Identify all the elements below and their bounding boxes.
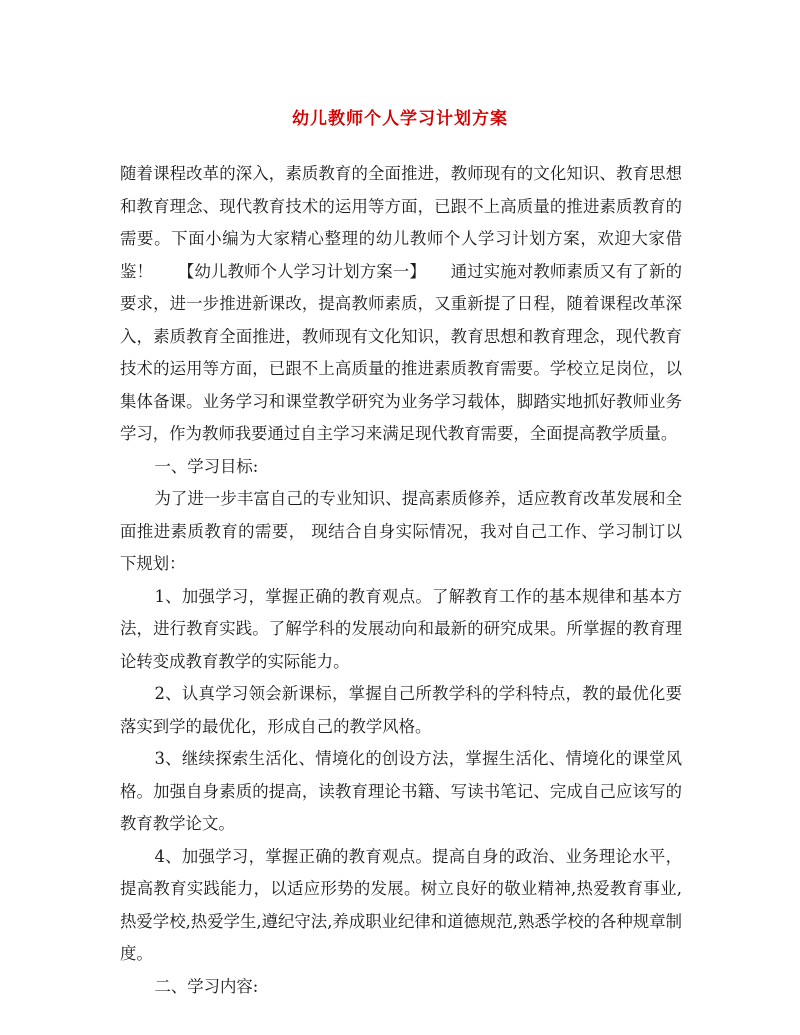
document-body (120, 158, 682, 1003)
section-heading-goals: 一、学习目标: (154, 456, 259, 476)
intro-paragraph: 随着课程改革的深入，素质教育的全面推进，教师现有的文化知识、教育思想和教育理念、现代教育技术的运用等方面，已跟不上高质量的推进素质教育的需要。下面小编为大家精心整理的幼儿教师个人学习计划方案，欢迎大家借鉴！ 【幼儿教师个人学习计划方案一】 通过实施对教师素质又有了新的要求，进一步推进新课改，提高教师素质，又重新提了日程，随着课程改革深入，素质教育全面推进，教师现有文化知识，教育思想和教育理念，现代教育技术的运用等方面，已跟不上高质量的推进素质教育需要。学校立足岗位，以集体备课。业务学习和课堂教学研究为业务学习载体，脚踏实地抓好教师业务学习，作为教师我要通过自主学习来满足现代教育需要，全面提高教学质量。 (120, 164, 682, 443)
section-heading-content: 二、学习内容: (154, 976, 259, 996)
goals-paragraph: 为了进一步丰富自己的专业知识、提高素质修养，适应教育改革发展和全面推进素质教育的需要， 现结合自身实际情况，我对自己工作、学习制订以下规划： (120, 489, 682, 573)
document-title: 幼儿教师个人学习计划方案 (292, 109, 508, 129)
goal-item-4: 4、加强学习，掌握正确的教育观点。提高自身的政治、业务理论水平，提高教育实践能力，以适应形势的发展。树立良好的敬业精神,热爱教育事业,热爱学校,热爱学生,遵纪守法,养成职业纪律和道德规范,熟悉学校的各种规章制度。 (120, 846, 682, 963)
goal-item-1: 1、加强学习，掌握正确的教育观点。了解教育工作的基本规律和基本方法，进行教育实践。了解学科的发展动向和最新的研究成果。所掌握的教育理论转变成教育教学的实际能力。 (120, 586, 682, 671)
goal-item-3: 3、继续探索生活化、情境化的创设方法，掌握生活化、情境化的课堂风格。加强自身素质的提高，读教育理论书籍、写读书笔记、完成自己应该写的教育教学论文。 (120, 749, 682, 833)
goal-item-2: 2、认真学习领会新课标，掌握自己所教学科的学科特点，教的最优化要落实到学的最优化，形成自己的教学风格。 (120, 684, 682, 736)
